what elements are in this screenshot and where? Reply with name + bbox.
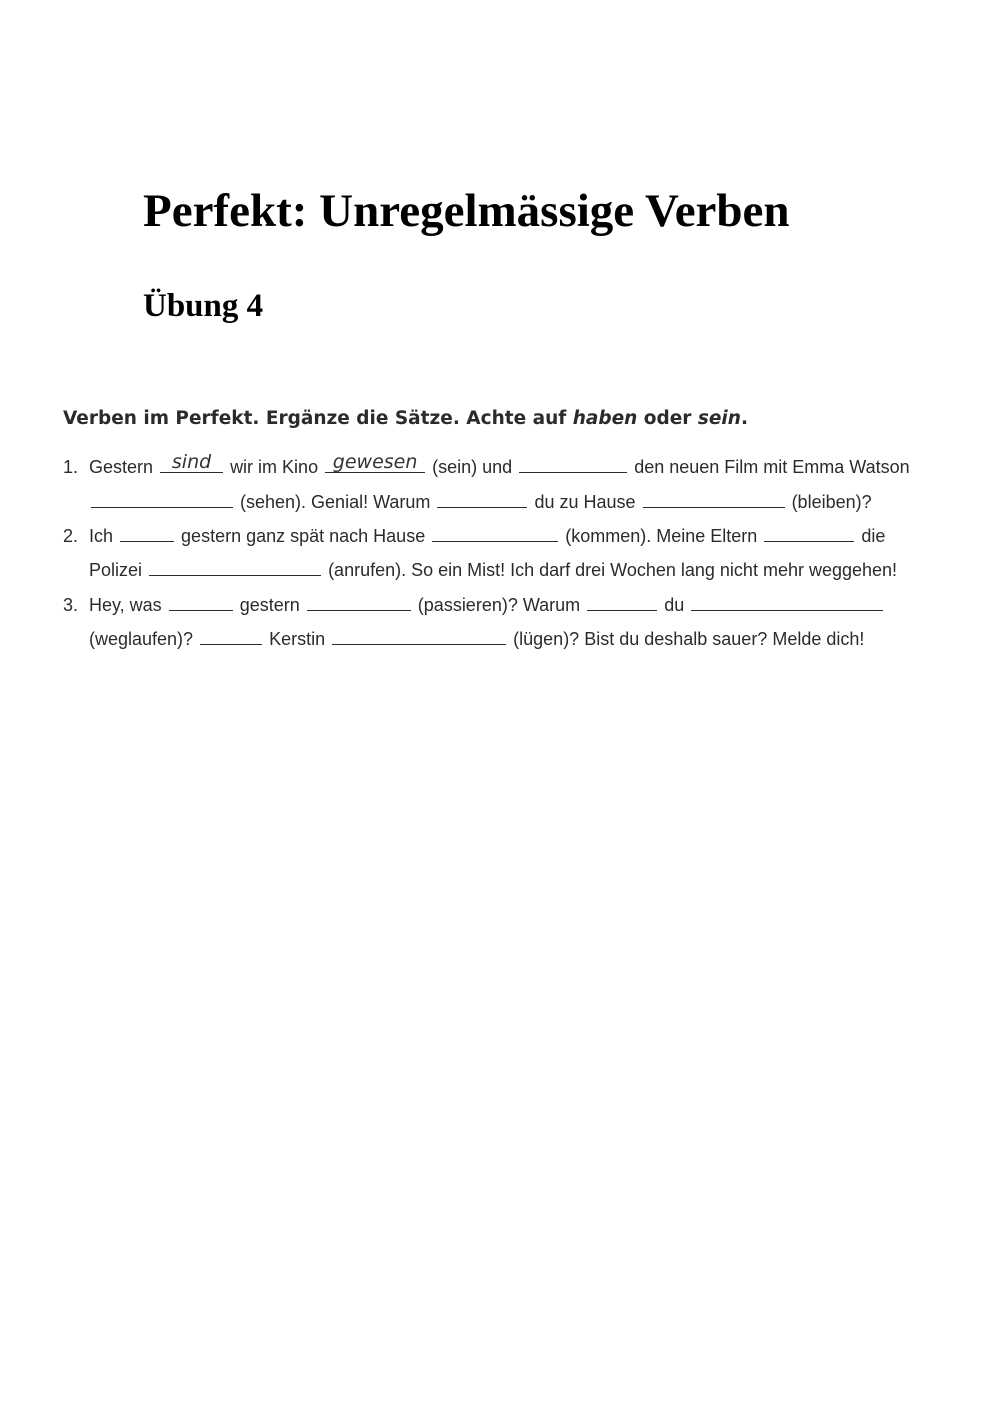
- exercise-1-blank-5[interactable]: [437, 491, 527, 508]
- exercise-2-number: 2.: [63, 526, 79, 546]
- exercise-1-text-5: (sehen). Genial! Warum: [240, 492, 431, 512]
- exercise-3-blank-2[interactable]: [307, 594, 411, 611]
- exercise-1-blank-3[interactable]: [519, 456, 627, 473]
- exercise-1-blank-6[interactable]: [643, 491, 785, 508]
- exercise-1-text-6: du zu Hause: [534, 492, 636, 512]
- exercise-1-line-1: [63, 451, 910, 478]
- instruction-oder: oder: [637, 408, 698, 429]
- exercise-1-text-1: Gestern: [89, 457, 154, 477]
- exercise-2-text-5: Polizei: [89, 560, 143, 580]
- exercise-1-line-2: [89, 491, 872, 513]
- exercise-1-text-7: (bleiben)?: [791, 492, 872, 512]
- exercise-2-text-3: (kommen). Meine Eltern: [565, 526, 758, 546]
- instruction: [63, 408, 748, 430]
- exercise-1-answer-1: sind: [171, 451, 212, 473]
- exercise-1-blank-1[interactable]: [160, 451, 223, 473]
- exercise-2-text-1: Ich: [89, 526, 114, 546]
- exercise-2-line-1: [63, 525, 885, 547]
- exercise-heading: Übung 4: [143, 288, 264, 324]
- exercise-3-text-5: (weglaufen)?: [89, 629, 194, 649]
- exercise-2-text-6: (anrufen). So ein Mist! Ich darf drei Wochen lang nicht mehr weggehen!: [328, 560, 898, 580]
- exercise-3-blank-6[interactable]: [332, 628, 506, 645]
- exercise-3-blank-5[interactable]: [200, 628, 262, 645]
- exercise-2-blank-1[interactable]: [120, 525, 174, 542]
- instruction-haben: haben: [572, 408, 638, 429]
- exercise-3-blank-3[interactable]: [587, 594, 657, 611]
- exercise-1-text-4: den neuen Film mit Emma Watson: [634, 457, 910, 477]
- exercise-2-text-4: die: [861, 526, 886, 546]
- exercise-3-text-6: Kerstin: [269, 629, 326, 649]
- exercise-3-text-1: Hey, was: [89, 595, 162, 615]
- instruction-text: Verben im Perfekt. Ergänze die Sätze. Achte auf: [63, 408, 573, 429]
- exercise-2-line-2: [89, 559, 897, 581]
- exercise-3-blank-4[interactable]: [691, 594, 883, 611]
- exercise-2-blank-2[interactable]: [432, 525, 558, 542]
- exercise-3-text-7: (lügen)? Bist du deshalb sauer? Melde dich!: [513, 629, 865, 649]
- exercise-1-answer-2: gewesen: [332, 451, 418, 473]
- exercise-3-text-2: gestern: [239, 595, 300, 615]
- exercise-3-text-3: (passieren)? Warum: [417, 595, 581, 615]
- exercise-3-line-1: [63, 594, 885, 616]
- exercise-1-blank-4[interactable]: [91, 491, 233, 508]
- exercise-1-text-2: wir im Kino: [230, 457, 319, 477]
- instruction-end: .: [740, 408, 748, 429]
- exercise-2-text-2: gestern ganz spät nach Hause: [181, 526, 426, 546]
- exercise-3-number: 3.: [63, 595, 79, 615]
- exercise-1-number: 1.: [63, 457, 79, 477]
- exercise-2-blank-3[interactable]: [764, 525, 854, 542]
- exercise-3-text-4: du: [664, 595, 685, 615]
- exercise-3-blank-1[interactable]: [169, 594, 233, 611]
- exercise-1-blank-2[interactable]: [325, 451, 425, 473]
- instruction-sein: sein: [697, 408, 741, 429]
- exercise-1-text-3: (sein) und: [432, 457, 513, 477]
- worksheet-title: Perfekt: Unregelmässige Verben: [143, 185, 790, 237]
- exercise-3-line-2: [89, 628, 864, 650]
- exercise-2-blank-4[interactable]: [149, 559, 321, 576]
